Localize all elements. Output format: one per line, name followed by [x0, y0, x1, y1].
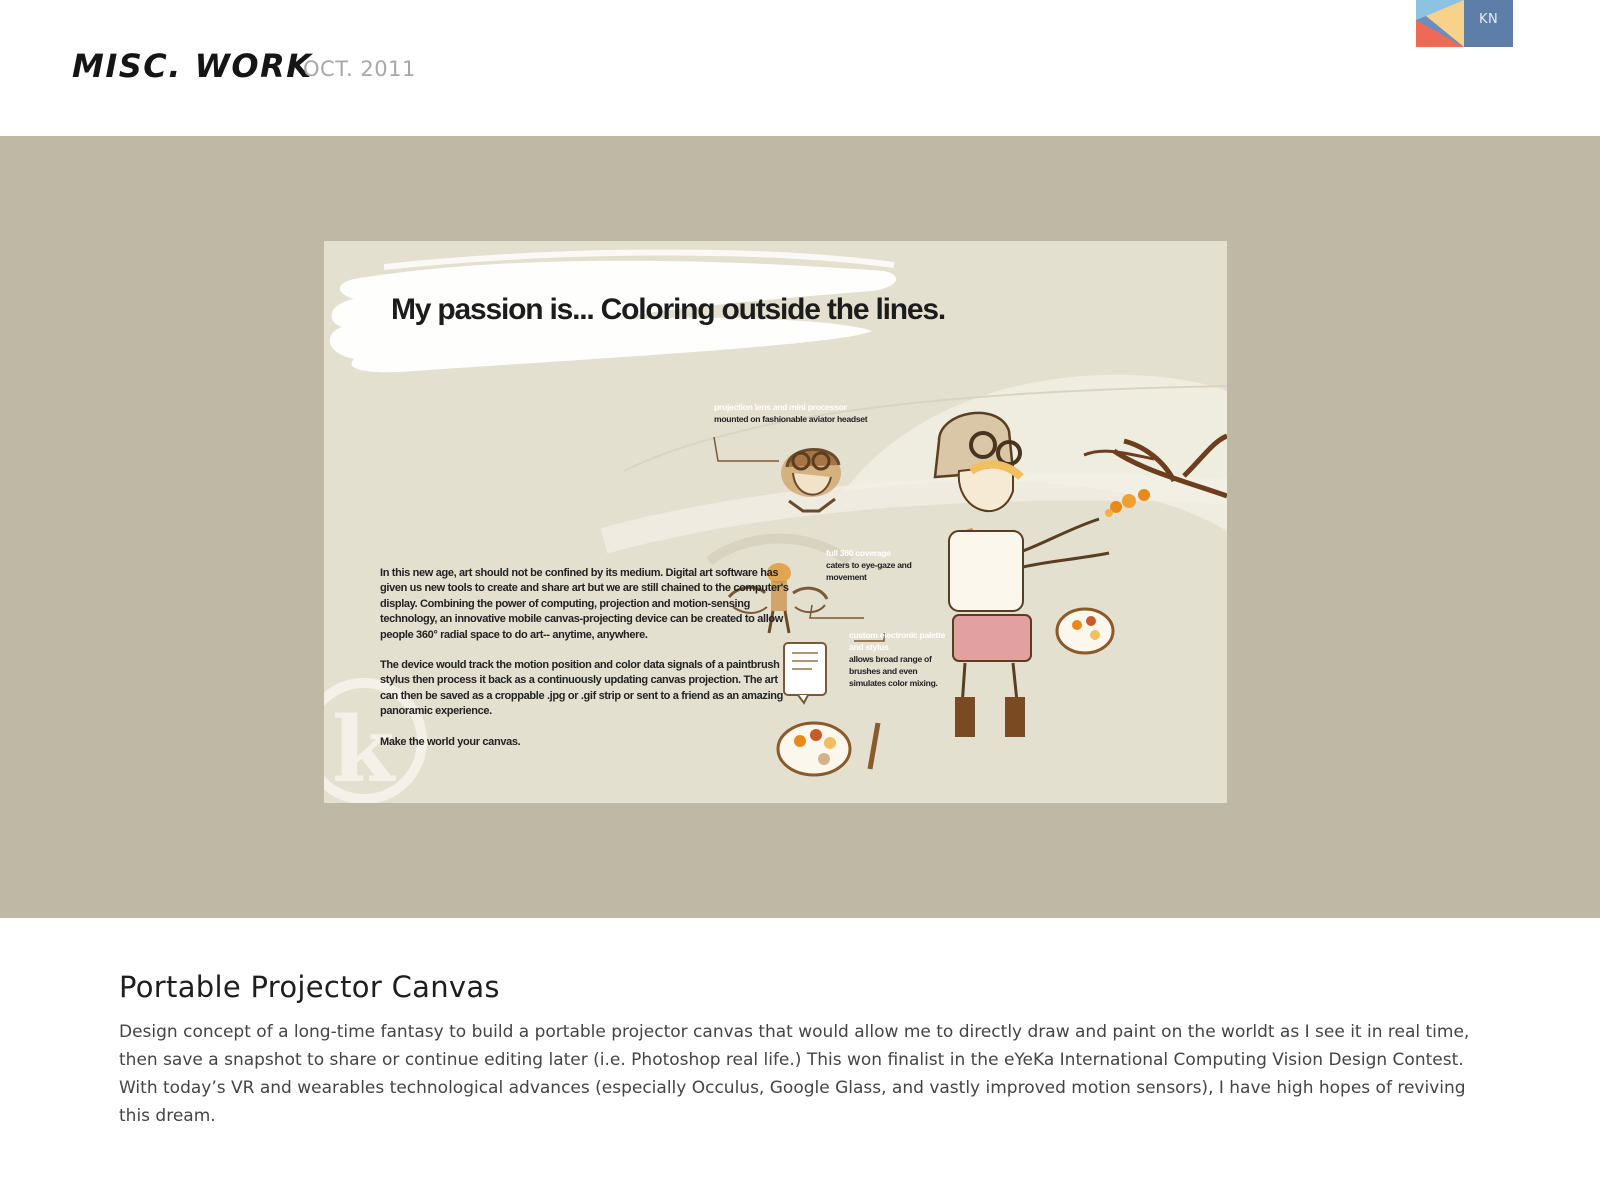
- callout-palette-faint: custom electronic palette and stylus: [849, 630, 946, 652]
- callout-palette-text: allows broad range of brushes and even simulates color mixing.: [849, 654, 938, 688]
- callout-coverage-text: caters to eye-gaze and movement: [826, 560, 912, 582]
- callout-palette: [849, 629, 949, 689]
- project-title: Portable Projector Canvas: [119, 970, 500, 1004]
- kn-logo-icon: [1416, 0, 1513, 47]
- project-description: [119, 970, 1479, 1130]
- project-banner: [0, 136, 1600, 918]
- callout-coverage: [826, 547, 926, 583]
- project-description-line: Design concept of a long-time fantasy to build a portable projector canvas that would allow me to directly draw and paint on the worldt as I see it in real time, then save a snapshot to share or continue editing later (i.e. Photoshop real life.) This won finalist in the eYeKa International Computing Vision Design Contest.: [119, 1022, 1470, 1070]
- section-title: MISC. WORK: [72, 47, 313, 85]
- poster-headline: My passion is... Coloring outside the lines.: [391, 293, 945, 326]
- poster-paragraph: The device would track the motion position and color data signals of a paintbrush stylus then process it back as a continuously updating canvas projection. The art can then be saved as a croppable .jpg or .gif strip or sent to a friend as an amazing panoramic experience.: [380, 659, 784, 718]
- callout-headset-text: mounted on fashionable aviator headset: [714, 414, 868, 424]
- logo-text: KN: [1479, 12, 1499, 27]
- callout-headset-faint: projection lens and mini processor: [714, 402, 847, 412]
- poster-body-text: [380, 566, 790, 765]
- svg-text:k: k: [332, 697, 395, 803]
- project-description-line: With today’s VR and wearables technological advances (especially Occulus, Google Glass, and vastly improved motion sensors), I have high hopes of reviving this dream.: [119, 1078, 1466, 1126]
- page-header: [0, 0, 1600, 136]
- poster-paragraph: Make the world your canvas.: [380, 735, 521, 748]
- poster-paragraph: In this new age, art should not be confined by its medium. Digital art software has given us new tools to create and share art but we are still chained to the computer's display. Combining the power of computing, projection and motion-sensing technology, an innovative mobile canvas-projecting device can be created to allow people 360° radial space to do art-- anytime, anywhere.: [380, 567, 789, 641]
- project-poster-image[interactable]: [324, 241, 1227, 803]
- section-date: OCT. 2011: [303, 57, 416, 81]
- callout-coverage-faint: full 360 coverage: [826, 548, 891, 558]
- callout-headset: [714, 401, 904, 425]
- home-logo-link[interactable]: [1416, 0, 1513, 47]
